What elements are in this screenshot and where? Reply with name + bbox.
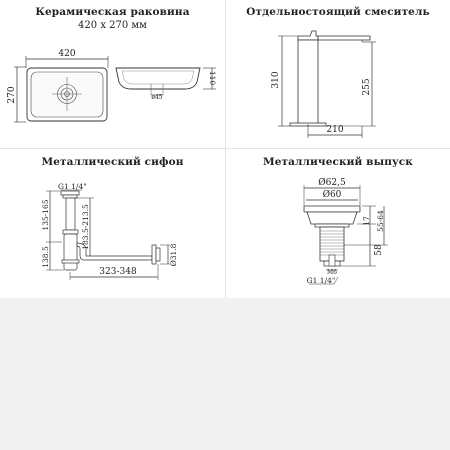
sink-drawing	[0, 0, 225, 148]
empty-background-band	[0, 298, 450, 450]
drain-range-label: 55-64	[376, 210, 385, 232]
drain-title: Металлический выпуск	[263, 156, 413, 168]
drain-inner-label: Ø60	[322, 190, 342, 200]
drain-panel	[226, 149, 450, 298]
siphon-bottle	[64, 234, 77, 270]
siphon-upper-tube	[66, 198, 75, 230]
siphon-top-nut	[61, 191, 79, 195]
sink-subtitle: 420 x 270 мм	[78, 20, 147, 31]
drain-drawing	[226, 149, 450, 298]
siphon-panel	[0, 149, 225, 298]
sink-panel	[0, 0, 225, 148]
mixer-title: Отдельностоящий смеситель	[246, 6, 430, 18]
siphon-outlet-end	[152, 245, 156, 264]
drain-thread-label: G1 1/4"	[306, 276, 336, 285]
mixer-reach-label: 210	[326, 125, 344, 135]
sink-depth-label: 270	[7, 86, 17, 104]
siphon-upper-label: 135-165	[41, 199, 50, 231]
sink-height-label: 110	[208, 70, 217, 86]
mixer-spout	[318, 36, 370, 40]
siphon-pipe-label: Ø31.8	[169, 243, 178, 267]
siphon-lower-label: 138.5	[41, 246, 50, 268]
drain-flange	[307, 212, 357, 224]
drain-cap	[304, 206, 360, 212]
sink-width-label: 420	[58, 49, 76, 59]
drain-body-label: 58	[374, 244, 384, 256]
drain-outer-label: Ø62,5	[318, 178, 346, 188]
mixer-body	[298, 40, 318, 124]
siphon-middle-label: 183.5-213.5	[81, 204, 90, 250]
drain-cap-label: 17	[362, 216, 371, 226]
mixer-spout-height-label: 255	[362, 78, 372, 96]
sink-drain-label: ø45	[151, 94, 163, 101]
drain-bolt	[329, 255, 335, 266]
siphon-length-label: 323-348	[99, 267, 137, 277]
siphon-drawing	[0, 149, 225, 298]
mixer-handle	[298, 31, 318, 40]
mixer-panel	[226, 0, 450, 148]
mixer-height-label: 310	[271, 71, 281, 89]
drain-bolt-label: M6	[327, 269, 337, 276]
siphon-title: Металлический сифон	[41, 156, 184, 168]
mixer-drawing	[226, 0, 450, 148]
sink-title: Керамическая раковина	[35, 6, 190, 18]
siphon-thread-label: G1 1/4"	[58, 182, 87, 191]
